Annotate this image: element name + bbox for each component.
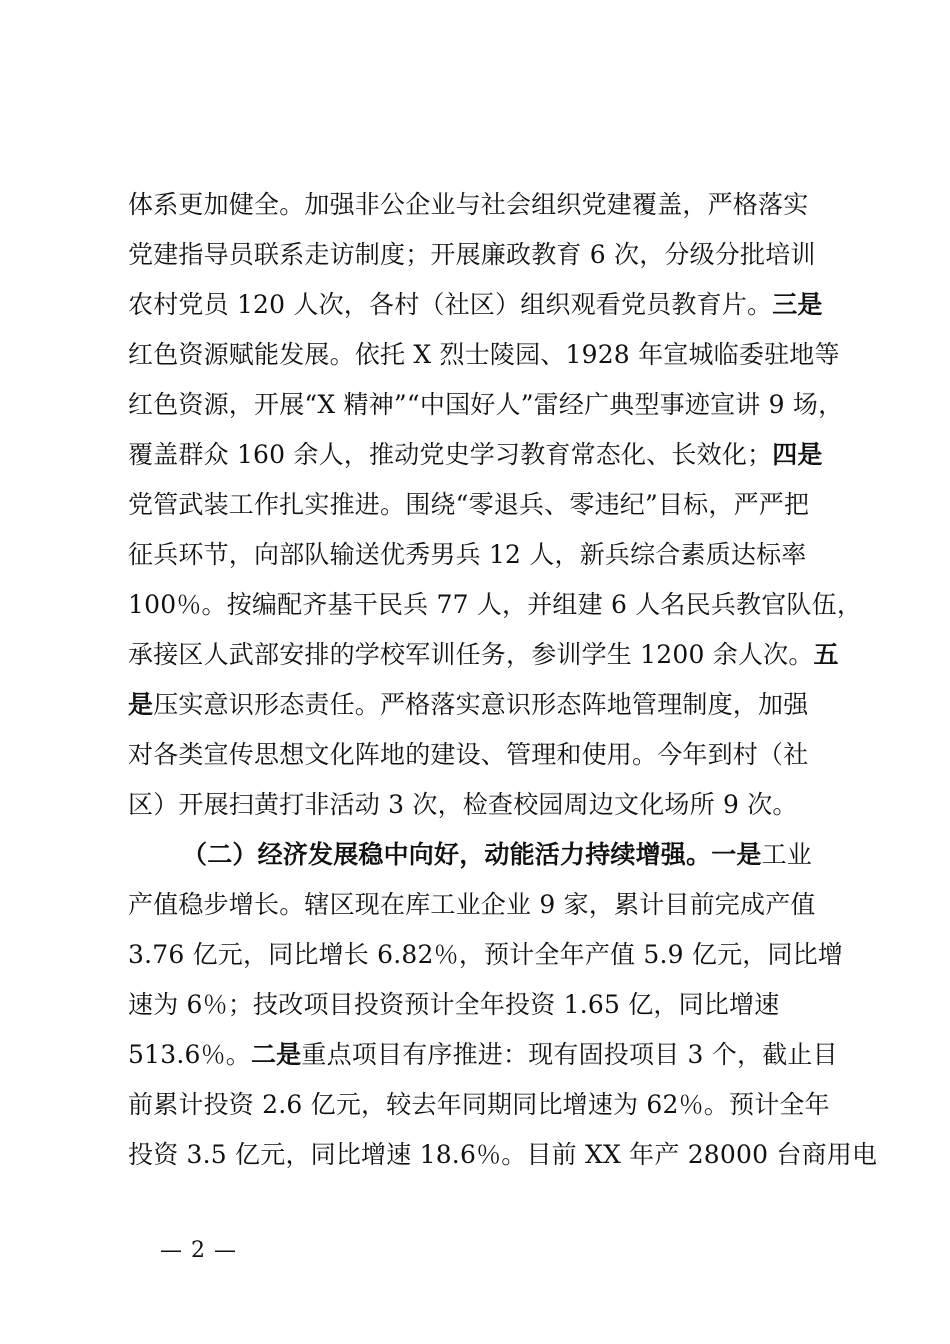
text-segment: 前累计投资 2.6 亿元，较去年同期同比增速为 62％。预计全年 <box>128 1090 830 1119</box>
text-line <box>128 430 838 480</box>
text-segment: 513.6％。 <box>128 1040 251 1069</box>
text-segment: 承接区人武部安排的学校军训任务，参训学生 1200 余人次。 <box>128 640 814 669</box>
text-segment: 100％。按编配齐基干民兵 77 人，并组建 6 人名民兵教官队伍， <box>128 590 863 619</box>
text-line <box>128 480 838 530</box>
text-line <box>128 980 838 1030</box>
bold-text-segment: 是 <box>128 690 154 719</box>
text-segment: 红色资源，开展“X 精神”“中国好人”雷经广典型事迹宣讲 9 场， <box>128 390 844 419</box>
bold-text-segment: 二是 <box>250 1040 302 1069</box>
text-segment: 区）开展扫黄打非活动 3 次，检查校园周边文化场所 9 次。 <box>128 790 798 819</box>
bold-text-segment: 五 <box>813 640 839 669</box>
text-segment: 党建指导员联系走访制度；开展廉政教育 6 次，分级分批培训 <box>128 240 816 269</box>
bold-text-segment: 四是 <box>772 440 823 469</box>
text-line <box>128 280 838 330</box>
bold-text-segment: （二）经济发展稳中向好，动能活力持续增强。一是 <box>182 840 762 869</box>
text-line <box>128 1080 838 1130</box>
text-segment: 体系更加健全。加强非公企业与社会组织党建覆盖，严格落实 <box>128 190 809 219</box>
page-number: — 2 — <box>160 1238 237 1263</box>
text-segment: 农村党员 120 人次，各村（社区）组织观看党员教育片。 <box>128 290 773 319</box>
text-line <box>128 180 838 230</box>
text-line <box>128 530 838 580</box>
text-line <box>128 780 838 830</box>
text-line <box>128 580 863 630</box>
text-segment: 党管武装工作扎实推进。围绕“零退兵、零违纪”目标，严严把 <box>128 490 810 519</box>
text-line <box>128 230 838 280</box>
text-line <box>128 880 838 930</box>
text-line <box>128 1130 878 1180</box>
body-text <box>128 180 878 1180</box>
text-segment: 工业 <box>761 840 813 869</box>
text-line <box>128 680 838 730</box>
text-segment: 重点项目有序推进：现有固投项目 3 个，截止目 <box>301 1040 838 1069</box>
text-segment: 红色资源赋能发展。依托 X 烈士陵园、1928 年宣城临委驻地等 <box>128 340 840 369</box>
text-segment: 产值稳步增长。辖区现在库工业企业 9 家，累计目前完成产值 <box>128 890 816 919</box>
text-line <box>128 830 838 880</box>
text-segment: 速为 6％；技改项目投资预计全年投资 1.65 亿，同比增速 <box>128 990 780 1019</box>
text-segment: 投资 3.5 亿元，同比增速 18.6％。目前 XX 年产 28000 台商用电 <box>128 1140 878 1169</box>
text-segment: 对各类宣传思想文化阵地的建设、管理和使用。今年到村（社 <box>128 740 809 769</box>
text-line <box>128 1030 838 1080</box>
text-segment: 压实意识形态责任。严格落实意识形态阵地管理制度，加强 <box>153 690 809 719</box>
text-line <box>128 330 838 380</box>
text-segment: 3.76 亿元，同比增长 6.82％，预计全年产值 5.9 亿元，同比增 <box>128 940 844 969</box>
text-segment: 覆盖群众 160 余人，推动党史学习教育常态化、长效化； <box>128 440 773 469</box>
text-line <box>128 380 844 430</box>
bold-text-segment: 三是 <box>772 290 823 319</box>
text-line <box>128 930 844 980</box>
text-segment: 征兵环节，向部队输送优秀男兵 12 人，新兵综合素质达标率 <box>128 540 807 569</box>
text-line <box>128 730 838 780</box>
text-line <box>128 630 838 680</box>
